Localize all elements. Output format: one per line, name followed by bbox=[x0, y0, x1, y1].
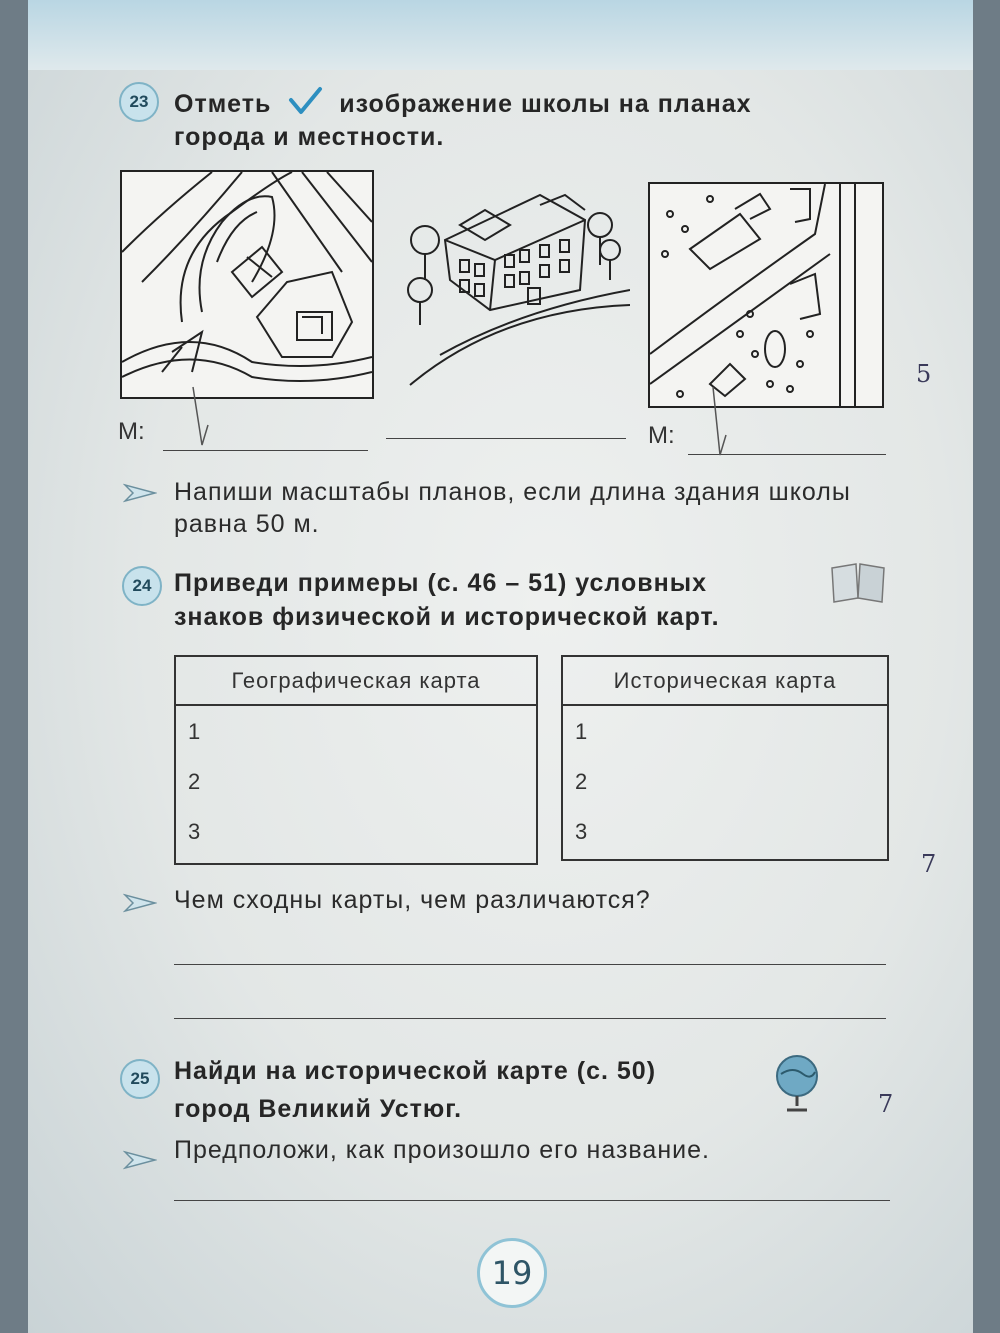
task-25-title-line1: Найди на исторической карте (с. 50) bbox=[174, 1057, 657, 1085]
globe-icon bbox=[773, 1052, 821, 1114]
task-24-title-line2: знаков физической и исторической карт. bbox=[174, 603, 720, 631]
terrain-plan-drawing bbox=[650, 184, 882, 406]
historical-map-header: Историческая карта bbox=[563, 657, 887, 706]
page-number: 19 bbox=[477, 1238, 547, 1308]
task-23-title-before: Отметь bbox=[174, 90, 272, 118]
geo-row-3[interactable]: 3 bbox=[188, 819, 201, 844]
task-23-badge: 23 bbox=[119, 82, 159, 122]
scale-label-left: М: bbox=[118, 418, 145, 445]
arrow-icon bbox=[123, 1150, 157, 1170]
geo-row-2[interactable]: 2 bbox=[188, 769, 201, 794]
answer-line-24a[interactable] bbox=[174, 964, 886, 965]
handwritten-mark-3: 7 bbox=[878, 1090, 894, 1118]
arrow-icon bbox=[123, 483, 157, 503]
geographic-map-table bbox=[174, 655, 538, 865]
task-25-badge: 25 bbox=[120, 1059, 160, 1099]
answer-line-24b[interactable] bbox=[174, 1018, 886, 1019]
workbook-page bbox=[28, 0, 973, 1333]
arrow-icon bbox=[123, 893, 157, 913]
hist-row-1[interactable]: 1 bbox=[575, 719, 588, 744]
scale-label-right: М: bbox=[648, 422, 675, 449]
handwritten-mark-1: 5 bbox=[916, 360, 932, 388]
school-building-drawing bbox=[400, 180, 630, 390]
task-23-title-line1 bbox=[174, 86, 752, 119]
task-24-badge: 24 bbox=[122, 566, 162, 606]
town-plan-drawing bbox=[122, 172, 372, 397]
handwritten-mark-2: 7 bbox=[921, 850, 937, 878]
hist-row-2[interactable]: 2 bbox=[575, 769, 588, 794]
task-23-title-after: изображение школы на планах bbox=[339, 90, 752, 118]
historical-map-table bbox=[561, 655, 889, 861]
answer-line-middle[interactable] bbox=[386, 438, 626, 439]
terrain-plan-image[interactable] bbox=[648, 182, 884, 408]
geo-row-1[interactable]: 1 bbox=[188, 719, 201, 744]
hist-row-3[interactable]: 3 bbox=[575, 819, 588, 844]
task-23-title-line2: города и местности. bbox=[174, 123, 445, 151]
book-icon bbox=[828, 562, 888, 604]
geographic-map-header: Географическая карта bbox=[176, 657, 536, 706]
task-24-question: Чем сходны карты, чем различаются? bbox=[174, 886, 651, 914]
answer-line-25[interactable] bbox=[174, 1200, 890, 1201]
pencil-check-right bbox=[708, 385, 738, 465]
task-23-note: Напиши масштабы планов, если длина здания школы равна 50 м. bbox=[174, 478, 851, 538]
task-24-title-line1: Приведи примеры (с. 46 – 51) условных bbox=[174, 569, 707, 597]
task-25-title-line2: город Великий Устюг. bbox=[174, 1095, 463, 1123]
checkmark-icon bbox=[287, 86, 323, 116]
pencil-check-left bbox=[188, 385, 218, 455]
school-illustration[interactable] bbox=[400, 180, 630, 390]
town-plan-image[interactable] bbox=[120, 170, 374, 399]
task-25-question: Предположи, как произошло его название. bbox=[174, 1136, 710, 1164]
page-top-tint bbox=[28, 0, 973, 70]
